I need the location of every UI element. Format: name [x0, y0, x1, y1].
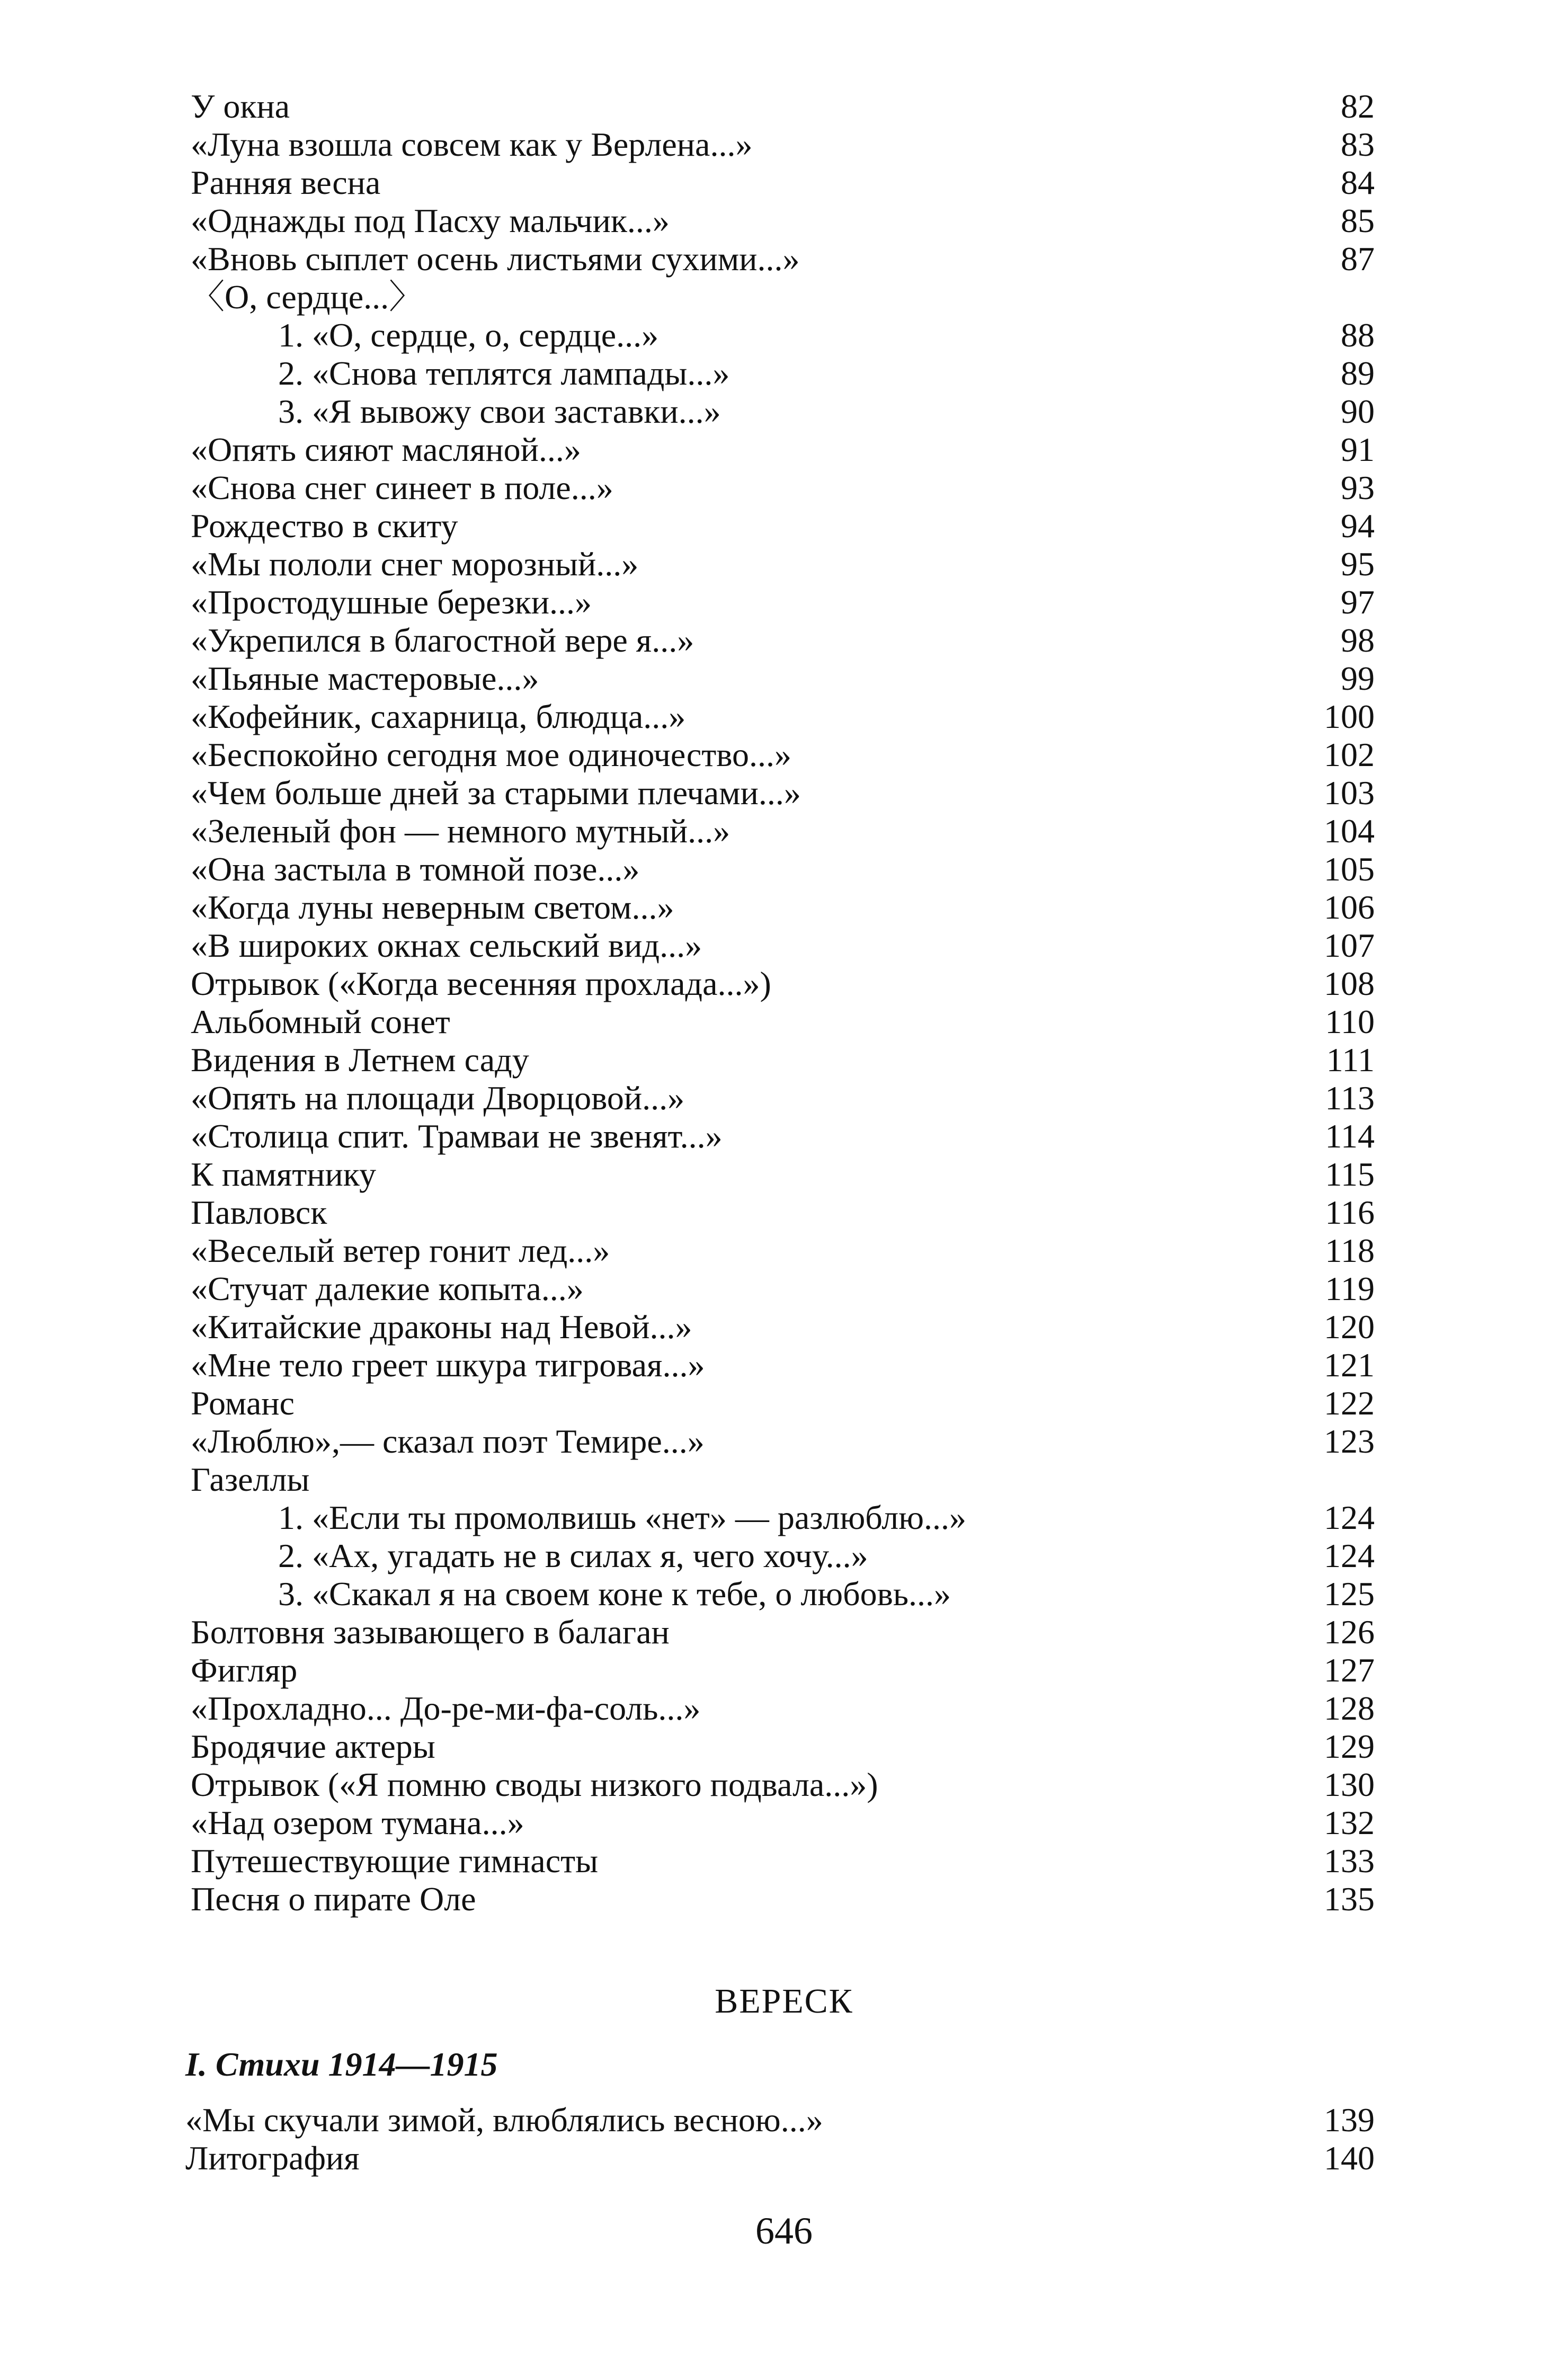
toc-entry: [191, 1308, 1375, 1346]
toc-entry-title: «Когда луны неверным светом...»: [191, 888, 679, 927]
toc-entry: [191, 1422, 1375, 1461]
toc-entry-page: 124: [1300, 1499, 1375, 1537]
toc-entry: [191, 850, 1375, 888]
toc-entry-page: 127: [1300, 1651, 1375, 1689]
toc-entry-title: 3. «Я вывожу свои заставки...»: [191, 393, 726, 431]
toc-entry-title: «Опять на площади Дворцовой...»: [191, 1079, 690, 1117]
toc-entry-page: 123: [1300, 1422, 1375, 1461]
toc-entry-page: 128: [1300, 1689, 1375, 1728]
toc-entry-page: 126: [1300, 1613, 1375, 1651]
toc-entry: [191, 1804, 1375, 1842]
toc-entry: [191, 1461, 1375, 1499]
toc-entry: [191, 1232, 1375, 1270]
toc-entry: [191, 1155, 1375, 1194]
toc-entry-title: Отрывок («Когда весенняя прохлада...»): [191, 965, 777, 1003]
toc-entry-title: Видения в Летнем саду: [191, 1041, 534, 1079]
toc-entry-title: 2. «Снова теплятся лампады...»: [191, 354, 735, 393]
toc-entry-page: 97: [1300, 583, 1375, 621]
toc-entry: [191, 927, 1375, 965]
toc-entry-title: «Мы пололи снег морозный...»: [191, 545, 644, 583]
toc-entry: [191, 316, 1375, 354]
toc-entry: [191, 202, 1375, 240]
toc-entry-page: 94: [1300, 507, 1375, 545]
toc-entry: [191, 888, 1375, 927]
toc-entry-title: «Люблю»,— сказал поэт Темире...»: [191, 1422, 710, 1461]
toc-entry: [191, 1842, 1375, 1880]
toc-entry-title: «Столица спит. Трамваи не звенят...»: [191, 1117, 728, 1155]
toc-entry: [191, 583, 1375, 621]
toc-entry-page: 107: [1300, 927, 1375, 965]
toc-entry-title: «Снова снег синеет в поле...»: [191, 469, 619, 507]
toc-entry-page: 124: [1300, 1537, 1375, 1575]
toc-entry-title: Романс: [191, 1384, 300, 1422]
toc-entry-page: 121: [1300, 1346, 1375, 1384]
toc-entry-page: 135: [1300, 1880, 1375, 1918]
toc-entry: [191, 1880, 1375, 1918]
toc-entry-title: «Мне тело греет шкура тигровая...»: [191, 1346, 710, 1384]
toc-entry-title: Рождество в скиту: [191, 507, 463, 545]
toc-entry-page: 98: [1300, 621, 1375, 660]
toc-entry: [191, 354, 1375, 393]
toc-entry: [191, 240, 1375, 278]
toc-entry-title: Ранняя весна: [191, 164, 386, 202]
toc-entry-title: Песня о пирате Оле: [191, 1880, 482, 1918]
toc-entry-title: «Укрепился в благостной вере я...»: [191, 621, 699, 660]
toc-entry-page: 82: [1300, 87, 1375, 126]
toc-entry-page: 114: [1300, 1117, 1375, 1155]
toc-entry-title: Отрывок («Я помню своды низкого подвала...»): [191, 1766, 884, 1804]
toc-entry: [185, 2101, 1375, 2139]
toc-entry: [191, 1194, 1375, 1232]
toc-entry: [191, 1384, 1375, 1422]
toc-entry-title: «Над озером тумана...»: [191, 1804, 530, 1842]
toc-entry-title: 3. «Скакал я на своем коне к тебе, о любовь...»: [191, 1575, 956, 1613]
toc-entry-title: Путешествующие гимнасты: [191, 1842, 603, 1880]
toc-entry-title: Болтовня зазывающего в балаган: [191, 1613, 675, 1651]
toc-entry-title: «Веселый ветер гонит лед...»: [191, 1232, 615, 1270]
section-heading: ВЕРЕСК: [715, 1982, 853, 2021]
toc-entry: [191, 393, 1375, 431]
toc-entry: [191, 812, 1375, 850]
toc-entry: [191, 1041, 1375, 1079]
toc-entry: [191, 1079, 1375, 1117]
toc-entry-title: Газеллы: [191, 1461, 315, 1499]
toc-entry-title: «Она застыла в томной позе...»: [191, 850, 645, 888]
toc-entry-page: 132: [1300, 1804, 1375, 1842]
toc-entry: [191, 660, 1375, 698]
toc-entry-title: К памятнику: [191, 1155, 381, 1194]
toc-entry-title: У окна: [191, 87, 295, 126]
toc-entry-title: 〈О, сердце...〉: [191, 278, 428, 316]
toc-entry-page: 100: [1300, 698, 1375, 736]
toc-entry-page: 89: [1300, 354, 1375, 393]
section-table-of-contents: [185, 2101, 1375, 2177]
toc-entry: [191, 1689, 1375, 1728]
toc-entry: [191, 1537, 1375, 1575]
toc-entry-page: 118: [1300, 1232, 1375, 1270]
toc-entry-title: Павловск: [191, 1194, 332, 1232]
toc-entry: [191, 1117, 1375, 1155]
toc-entry-page: 106: [1300, 888, 1375, 927]
toc-entry-page: 140: [1300, 2139, 1375, 2177]
toc-entry: [191, 621, 1375, 660]
toc-entry-title: «Опять сияют масляной...»: [191, 431, 586, 469]
toc-entry-title: 2. «Ах, угадать не в силах я, чего хочу...»: [191, 1537, 874, 1575]
toc-entry-page: 122: [1300, 1384, 1375, 1422]
toc-entry: [191, 278, 1375, 316]
toc-entry: [191, 1728, 1375, 1766]
toc-entry-title: «Простодушные березки...»: [191, 583, 597, 621]
toc-entry-title: «Прохладно... До-ре-ми-фа-соль...»: [191, 1689, 706, 1728]
toc-entry: [191, 545, 1375, 583]
toc-entry-page: 93: [1300, 469, 1375, 507]
toc-entry-title: Фигляр: [191, 1651, 302, 1689]
toc-entry-page: 119: [1300, 1270, 1375, 1308]
toc-entry: [191, 1499, 1375, 1537]
toc-entry-page: 129: [1300, 1728, 1375, 1766]
toc-entry-page: 130: [1300, 1766, 1375, 1804]
toc-entry: [191, 698, 1375, 736]
toc-entry-page: 125: [1300, 1575, 1375, 1613]
toc-entry-page: 139: [1300, 2101, 1375, 2139]
toc-entry-title: «Мы скучали зимой, влюблялись весною...»: [185, 2101, 828, 2139]
toc-entry: [191, 87, 1375, 126]
toc-entry-page: 104: [1300, 812, 1375, 850]
toc-entry: [191, 431, 1375, 469]
toc-entry: [191, 1575, 1375, 1613]
toc-entry-page: 105: [1300, 850, 1375, 888]
toc-entry-page: 113: [1300, 1079, 1375, 1117]
toc-entry-page: 90: [1300, 393, 1375, 431]
subsection-heading: I. Стихи 1914—1915: [185, 2045, 498, 2083]
toc-entry-page: 88: [1300, 316, 1375, 354]
toc-entry-page: 83: [1300, 126, 1375, 164]
table-of-contents: [191, 87, 1375, 1918]
toc-entry-page: 120: [1300, 1308, 1375, 1346]
toc-entry-title: «Зеленый фон — немного мутный...»: [191, 812, 735, 850]
toc-entry-page: 116: [1300, 1194, 1375, 1232]
toc-entry: [191, 965, 1375, 1003]
toc-entry-page: 110: [1300, 1003, 1375, 1041]
toc-entry: [191, 1346, 1375, 1384]
toc-entry-page: 115: [1300, 1155, 1375, 1194]
toc-entry-page: 87: [1300, 240, 1375, 278]
toc-entry-page: 84: [1300, 164, 1375, 202]
toc-entry: [191, 126, 1375, 164]
toc-entry-page: 133: [1300, 1842, 1375, 1880]
toc-entry-title: «Чем больше дней за старыми плечами...»: [191, 774, 806, 812]
toc-entry-title: «Пьяные мастеровые...»: [191, 660, 544, 698]
toc-entry-title: 1. «О, сердце, о, сердце...»: [191, 316, 664, 354]
toc-entry-page: 111: [1300, 1041, 1375, 1079]
toc-entry: [191, 507, 1375, 545]
toc-entry-page: 99: [1300, 660, 1375, 698]
toc-entry-title: Литография: [185, 2139, 365, 2177]
toc-entry-page: 103: [1300, 774, 1375, 812]
toc-entry: [191, 1613, 1375, 1651]
toc-entry: [191, 164, 1375, 202]
toc-entry: [191, 1766, 1375, 1804]
page-number: 646: [755, 2210, 813, 2252]
toc-entry-title: Бродячие актеры: [191, 1728, 441, 1766]
toc-entry-title: «Стучат далекие копыта...»: [191, 1270, 589, 1308]
toc-entry: [191, 774, 1375, 812]
toc-entry-title: Альбомный сонет: [191, 1003, 456, 1041]
toc-entry-title: «Беспокойно сегодня мое одиночество...»: [191, 736, 797, 774]
toc-entry: [191, 736, 1375, 774]
toc-entry: [185, 2139, 1375, 2177]
toc-entry-title: «Вновь сыплет осень листьями сухими...»: [191, 240, 805, 278]
toc-entry: [191, 469, 1375, 507]
toc-entry-title: «Луна взошла совсем как у Верлена...»: [191, 126, 758, 164]
toc-entry-title: «В широких окнах сельский вид...»: [191, 927, 707, 965]
toc-entry: [191, 1651, 1375, 1689]
toc-entry-title: «Однажды под Пасху мальчик...»: [191, 202, 675, 240]
toc-entry-title: «Китайские драконы над Невой...»: [191, 1308, 697, 1346]
toc-entry-title: 1. «Если ты промолвишь «нет» — разлюблю...»: [191, 1499, 972, 1537]
toc-entry-page: 102: [1300, 736, 1375, 774]
toc-entry-page: 91: [1300, 431, 1375, 469]
toc-entry: [191, 1003, 1375, 1041]
toc-entry-page: 108: [1300, 965, 1375, 1003]
toc-entry-page: 85: [1300, 202, 1375, 240]
toc-entry-title: «Кофейник, сахарница, блюдца...»: [191, 698, 691, 736]
toc-entry-page: 95: [1300, 545, 1375, 583]
toc-entry: [191, 1270, 1375, 1308]
